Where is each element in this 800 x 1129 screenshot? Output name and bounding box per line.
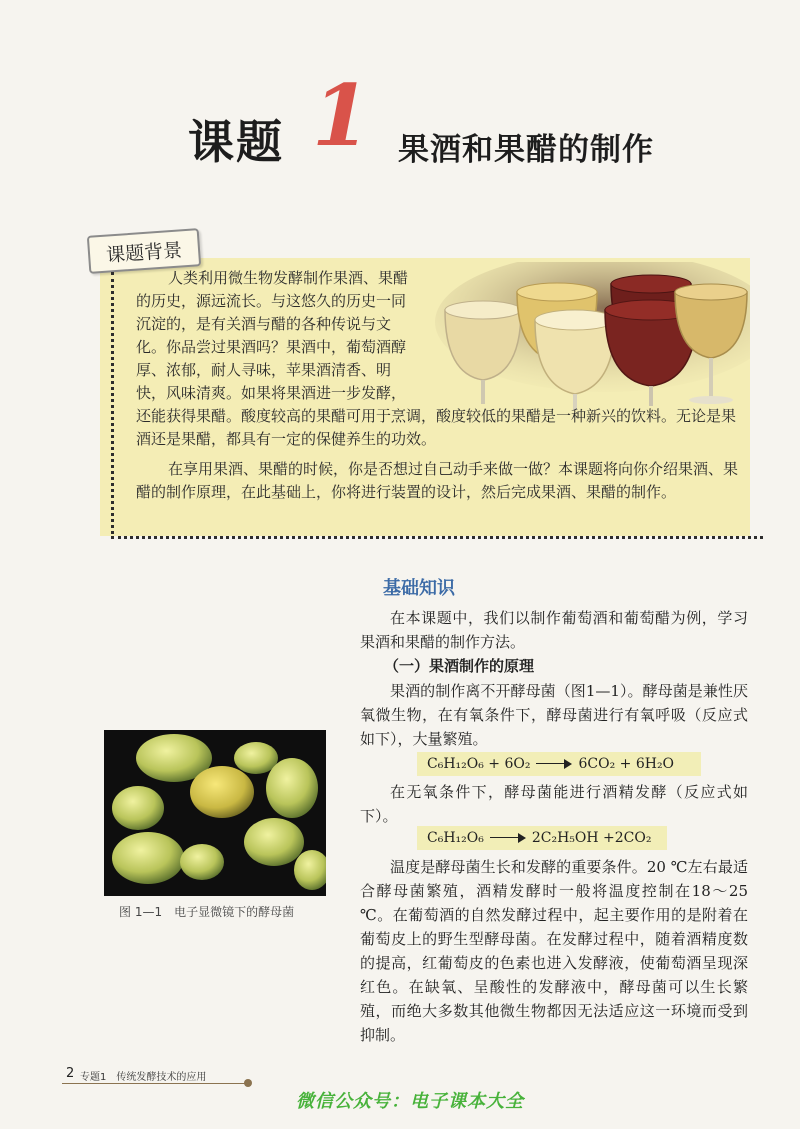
equation-products: 2C₂H₅OH +2CO₂ <box>531 830 652 846</box>
figure-caption: 图 1—1 电子显微镜下的酵母菌 <box>119 905 295 919</box>
reaction-arrow-icon <box>490 833 526 843</box>
yeast-paragraph: 果酒的制作离不开酵母菌（图1—1）。酵母菌是兼性厌氧微生物，在有氧条件下，酵母菌进行有氧呼吸（反应式如下），大量繁殖。 <box>360 682 748 748</box>
page-number: 2 <box>66 1066 75 1081</box>
section-subheading: （一）果酒制作的原理 <box>384 657 535 675</box>
reaction-arrow-icon <box>536 759 572 769</box>
dotted-border-bottom <box>111 536 763 539</box>
intro-paragraph: 在本课题中，我们以制作葡萄酒和葡萄醋为例，学习果酒和果醋的制作方法。 <box>360 609 748 651</box>
dotted-border-left <box>111 272 114 534</box>
footer-dot-icon <box>244 1079 252 1087</box>
background-paragraph-1: 人类利用微生物发酵制作果酒、果醋的历史，源远流长。与这悠久的历史一同沉淀的，是有关酒与醋的各种传说与文化。你品尝过果酒吗？果酒中，葡萄酒醇厚、浓郁，耐人寻味，苹果酒清香、明快，风味清爽。如果将果酒进一步发酵， <box>136 269 409 402</box>
background-tag: 课题背景 <box>87 228 201 274</box>
anaerobic-paragraph: 在无氧条件下，酵母菌能进行酒精发酵（反应式如下）。 <box>360 783 748 825</box>
yeast-micrograph <box>104 730 326 896</box>
watermark-text: 微信公众号：电子课本大全 <box>296 1091 524 1112</box>
equation-products: 6CO₂ + 6H₂O <box>578 756 675 772</box>
fermentation-equation <box>417 826 667 850</box>
basic-knowledge-heading: 基础知识 <box>383 578 455 599</box>
wine-glasses-photo <box>425 262 750 412</box>
temperature-paragraph: 温度是酵母菌生长和发酵的重要条件。20 ℃左右最适合酵母菌繁殖，酒精发酵时一般将温度控制在18～25 ℃。在葡萄酒的自然发酵过程中，起主要作用的是附着在葡萄皮上的野生型酵母菌。在发酵过程中，随着酒精度数的提高，红葡萄皮的色素也进入发酵液，使葡萄酒呈现深红色。在缺氧、呈酸性的发酵液中，酵母菌可以生长繁殖，而绝大多数其他微生物都因无法适应这一环境而受到抑制。 <box>360 858 748 1044</box>
topic-title: 果酒和果醋的制作 <box>398 132 654 168</box>
footer-rule <box>62 1083 247 1084</box>
background-paragraph-2: 还能获得果醋。酸度较高的果醋可用于烹调，酸度较低的果醋是一种新兴的饮料。无论是果酒还是果醋，都具有一定的保健养生的功效。 <box>136 407 737 448</box>
topic-number: 1 <box>312 66 371 165</box>
aerobic-equation <box>417 752 701 776</box>
equation-reactants: C₆H₁₂O₆ + 6O₂ <box>427 756 531 772</box>
topic-word: 课题 <box>188 115 284 169</box>
background-paragraph-3: 在享用果酒、果醋的时候，你是否想过自己动手来做一做？本课题将向你介绍果酒、果醋的制作原理，在此基础上，你将进行装置的设计，然后完成果酒、果醋的制作。 <box>136 460 739 501</box>
equation-reactants: C₆H₁₂O₆ <box>427 830 484 846</box>
chapter-title: 专题1 传统发酵技术的应用 <box>80 1072 207 1083</box>
